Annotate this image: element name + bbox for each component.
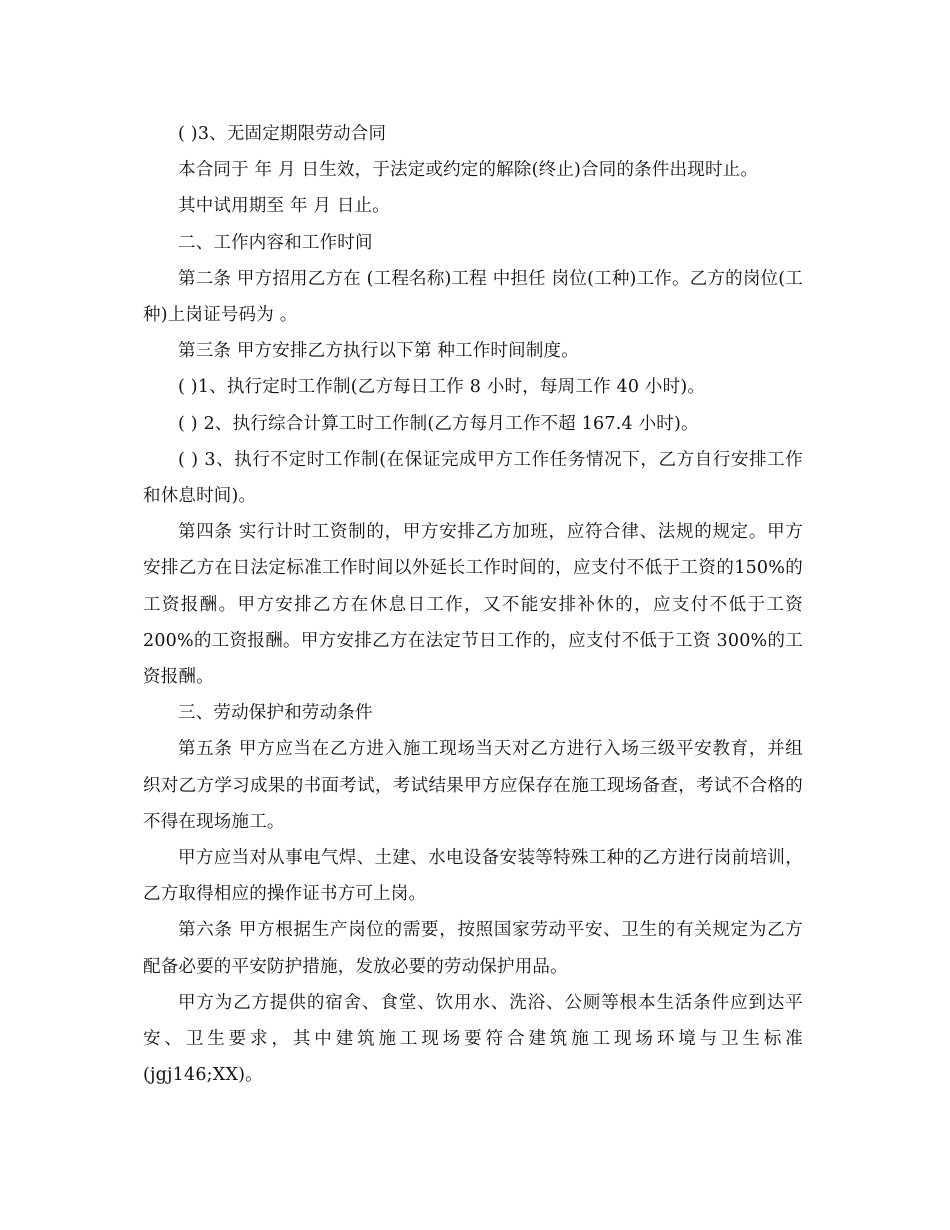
paragraph-1: ( )3、无固定期限劳动合同 — [178, 124, 387, 144]
option-2: ( ) 2、执行综合计算工时工作制(乙方每月工作不超 167.4 小时)。 — [178, 413, 699, 434]
document-body — [143, 116, 803, 1093]
article-5-training: 甲方应当对从事电气焊、土建、水电设备安装等特殊工种的乙方进行岗前培训，乙方取得相应的操作证书方可上岗。 — [143, 848, 803, 905]
article-4: 第四条 实行计时工资制的，甲方安排乙方加班，应符合律、法规的规定。甲方安排乙方在日法定标准工作时间以外延长工作时间的，应支付不低于工资的150%的工资报酬。甲方安排乙方在休息日工作，又不能安排补休的，应支付不低于工资 200%的工资报酬。甲方安排乙方在法定节日工作的，应支付不低于工资 300%的工资报酬。 — [143, 522, 803, 688]
article-6: 第六条 甲方根据生产岗位的需要，按照国家劳动平安、卫生的有关规定为乙方配备必要的平安防护措施，发放必要的劳动保护用品。 — [143, 920, 803, 977]
article-5: 第五条 甲方应当在乙方进入施工现场当天对乙方进行入场三级平安教育，并组织对乙方学习成果的书面考试，考试结果甲方应保存在施工现场备查，考试不合格的不得在现场施工。 — [143, 739, 803, 832]
article-6-living-conditions: 甲方为乙方提供的宿舍、食堂、饮用水、洗浴、公厕等根本生活条件应到达平安、卫生要求，其中建筑施工现场要符合建筑施工现场环境与卫生标准(jgj146;XX)。 — [143, 992, 803, 1086]
option-1: ( )1、执行定时工作制(乙方每日工作 8 小时，每周工作 40 小时)。 — [178, 377, 706, 398]
article-2: 第二条 甲方招用乙方在 (工程名称)工程 中担任 岗位(工种)工作。乙方的岗位(工种)上岗证号码为 。 — [143, 268, 803, 326]
option-3: ( ) 3、执行不定时工作制(在保证完成甲方工作任务情况下，乙方自行安排工作和休息时间)。 — [143, 449, 803, 507]
section-heading-3: 三、劳动保护和劳动条件 — [178, 703, 373, 724]
paragraph-2: 本合同于 年 月 日生效，于法定或约定的解除(终止)合同的条件出现时止。 — [178, 160, 759, 181]
article-3: 第三条 甲方安排乙方执行以下第 种工作时间制度。 — [178, 341, 579, 362]
section-heading-2: 二、工作内容和工作时间 — [178, 232, 373, 253]
paragraph-3: 其中试用期至 年 月 日止。 — [178, 196, 390, 217]
